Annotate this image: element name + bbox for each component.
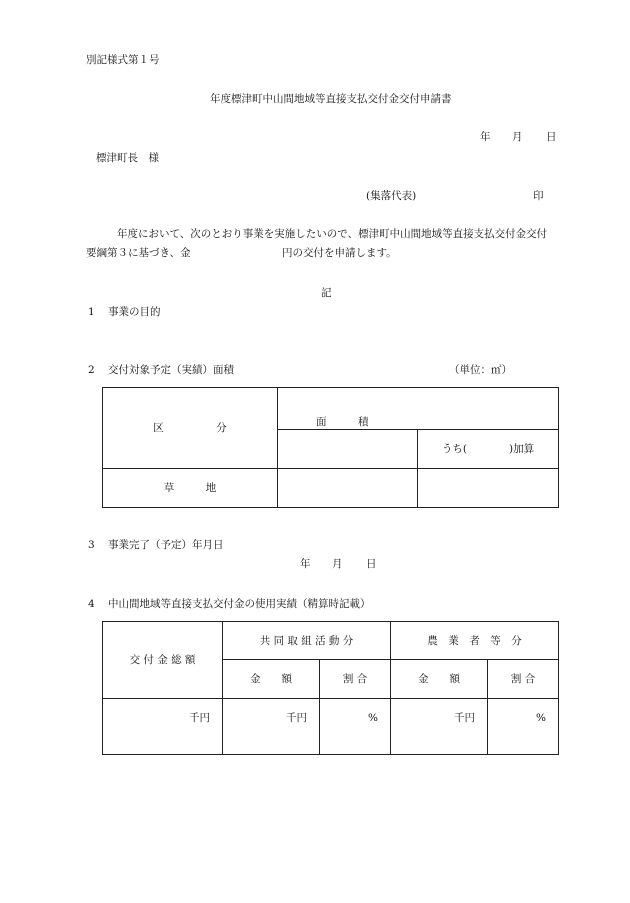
area-table-uchi-header: うち( )加算 <box>418 430 559 469</box>
area-table-uchi-value <box>418 469 559 508</box>
usage-table-total-unit: 千円 <box>103 699 223 755</box>
usage-table-joint-ratio-header: 割 合 <box>320 660 391 699</box>
area-table-menseki-value <box>278 469 418 508</box>
usage-table-farmer-header: 農 業 者 等 分 <box>391 622 559 660</box>
area-table-menseki-header: 面 積 <box>278 388 559 430</box>
usage-table-joint-ratio-unit: % <box>320 699 391 755</box>
section3-title: 事業完了（予定）年月日 <box>108 539 224 551</box>
body-line-1: 年度において、次のとおり事業を実施したいので、標津町中山間地域等直接支払交付金交付 <box>117 228 548 240</box>
section1-number: 1 <box>88 306 95 318</box>
seal-mark: 印 <box>533 190 544 202</box>
usage-table-farmer-amount-unit: 千円 <box>391 699 488 755</box>
section3-number: 3 <box>88 539 95 551</box>
body-line-2b: 円の交付を申請します。 <box>282 247 397 259</box>
area-table-empty-cell <box>278 430 418 469</box>
date-month: 月 <box>512 131 523 143</box>
section3-year: 年 <box>300 558 311 570</box>
section4-number: 4 <box>88 598 95 610</box>
area-table <box>102 387 559 508</box>
addressee: 標津町長 様 <box>96 152 159 164</box>
section2-unit: （単位：㎡） <box>449 364 512 376</box>
usage-table-joint-amount-header: 金 額 <box>223 660 320 699</box>
section2-title: 交付対象予定（実績）面積 <box>108 364 234 376</box>
section3-day: 日 <box>366 558 377 570</box>
usage-table-total-header: 交 付 金 総 額 <box>103 622 223 699</box>
form-number: 別記様式第１号 <box>86 54 160 66</box>
section2-number: 2 <box>88 364 95 376</box>
area-table-kubun-header: 区 分 <box>103 388 278 469</box>
section1-title: 事業の目的 <box>108 306 161 318</box>
usage-table-farmer-amount-header: 金 額 <box>391 660 488 699</box>
area-table-row-label: 草 地 <box>103 469 278 508</box>
section4-title: 中山間地域等直接支払交付金の使用実績（精算時記載） <box>108 598 371 610</box>
ki-heading: 記 <box>321 287 332 299</box>
usage-table-joint-header: 共 同 取 組 活 動 分 <box>223 622 391 660</box>
date-year: 年 <box>480 131 491 143</box>
section3-month: 月 <box>332 558 343 570</box>
representative-label: (集落代表) <box>366 190 417 202</box>
page-title: 年度標津町中山間地域等直接支払交付金交付申請書 <box>210 93 452 105</box>
body-line-2a: 要綱第３に基づき、金 <box>86 247 191 259</box>
usage-table-farmer-ratio-header: 割 合 <box>488 660 559 699</box>
usage-table-farmer-ratio-unit: % <box>488 699 559 755</box>
date-day: 日 <box>546 131 557 143</box>
usage-table-joint-amount-unit: 千円 <box>223 699 320 755</box>
usage-table <box>102 621 559 755</box>
